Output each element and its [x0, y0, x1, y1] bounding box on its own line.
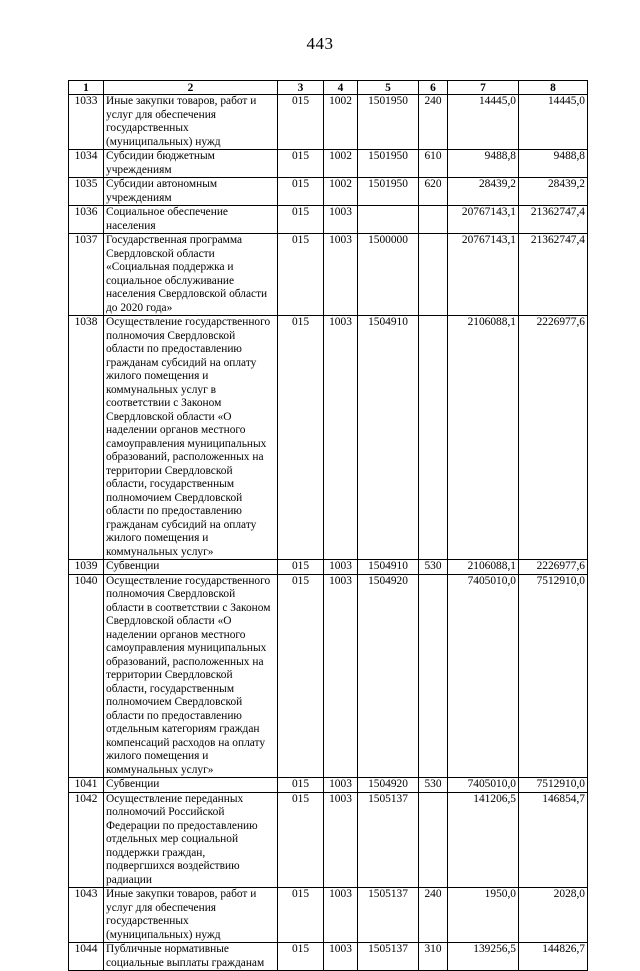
page-number: 443 — [306, 34, 334, 53]
row-amount-year1: 9488,8 — [448, 150, 519, 178]
table-row — [69, 888, 588, 943]
column-header: 1 — [69, 81, 104, 95]
row-section-code: 015 — [278, 792, 324, 888]
row-target-code: 1505137 — [358, 792, 419, 888]
row-number: 1044 — [69, 943, 104, 971]
row-subsection-code: 1003 — [324, 560, 358, 575]
row-target-code: 1500000 — [358, 234, 419, 316]
column-header: 8 — [519, 81, 588, 95]
row-section-code: 015 — [278, 574, 324, 778]
row-number: 1038 — [69, 316, 104, 560]
row-amount-year2: 7512910,0 — [519, 778, 588, 793]
row-amount-year1: 28439,2 — [448, 178, 519, 206]
row-type-code: 310 — [419, 943, 448, 971]
table-row — [69, 95, 588, 150]
budget-table — [68, 80, 588, 971]
row-type-code: 530 — [419, 778, 448, 793]
row-target-code: 1501950 — [358, 150, 419, 178]
row-amount-year2: 28439,2 — [519, 178, 588, 206]
row-amount-year1: 20767143,1 — [448, 234, 519, 316]
row-type-code — [419, 574, 448, 778]
row-section-code: 015 — [278, 150, 324, 178]
row-name: Публичные нормативные социальные выплаты гражданам — [104, 943, 278, 971]
table-row — [69, 150, 588, 178]
table-row — [69, 943, 588, 971]
table-row — [69, 792, 588, 888]
row-subsection-code: 1003 — [324, 792, 358, 888]
row-name: Субсидии бюджетным учреждениям — [104, 150, 278, 178]
row-number: 1034 — [69, 150, 104, 178]
row-name: Субвенции — [104, 560, 278, 575]
row-subsection-code: 1002 — [324, 95, 358, 150]
row-type-code: 620 — [419, 178, 448, 206]
row-target-code — [358, 206, 419, 234]
row-amount-year2: 9488,8 — [519, 150, 588, 178]
row-amount-year2: 146854,7 — [519, 792, 588, 888]
table-row — [69, 560, 588, 575]
row-type-code: 240 — [419, 95, 448, 150]
row-section-code: 015 — [278, 888, 324, 943]
row-name: Осуществление переданных полномочий Российской Федерации по предоставлению отдельных мер социальной поддержки граждан, подвергшихся воздействию радиации — [104, 792, 278, 888]
row-type-code — [419, 792, 448, 888]
row-number: 1042 — [69, 792, 104, 888]
column-header: 3 — [278, 81, 324, 95]
row-subsection-code: 1002 — [324, 178, 358, 206]
row-amount-year2: 21362747,4 — [519, 234, 588, 316]
row-amount-year2: 2226977,6 — [519, 316, 588, 560]
row-number: 1039 — [69, 560, 104, 575]
row-type-code: 610 — [419, 150, 448, 178]
row-amount-year2: 144826,7 — [519, 943, 588, 971]
row-amount-year1: 7405010,0 — [448, 574, 519, 778]
row-amount-year1: 7405010,0 — [448, 778, 519, 793]
row-section-code: 015 — [278, 178, 324, 206]
row-amount-year2: 2226977,6 — [519, 560, 588, 575]
row-name: Осуществление государственного полномочия Свердловской области по предоставлению гражданам субсидий на оплату жилого помещения и коммунальных услуг в соответствии с Законом Свердловской области «О наделении органов местного самоуправления муниципальных образований, расположенных на территории Свердловской области, государственным полномочием Свердловской области по предоставлению гражданам субсидий на оплату жилого помещения и коммунальных услуг» — [104, 316, 278, 560]
row-section-code: 015 — [278, 95, 324, 150]
row-target-code: 1504920 — [358, 778, 419, 793]
column-header: 2 — [104, 81, 278, 95]
row-type-code: 240 — [419, 888, 448, 943]
row-section-code: 015 — [278, 778, 324, 793]
row-number: 1037 — [69, 234, 104, 316]
table-header-row — [69, 81, 588, 95]
row-amount-year1: 14445,0 — [448, 95, 519, 150]
row-amount-year1: 139256,5 — [448, 943, 519, 971]
row-number: 1035 — [69, 178, 104, 206]
row-type-code — [419, 234, 448, 316]
row-section-code: 015 — [278, 943, 324, 971]
row-subsection-code: 1003 — [324, 234, 358, 316]
table-row — [69, 234, 588, 316]
table-row — [69, 316, 588, 560]
table-row — [69, 206, 588, 234]
row-name: Осуществление государственного полномочия Свердловской области в соответствии с Законом Свердловской области «О наделении органов местного самоуправления муниципальных образований, расположенных на территории Свердловской области, государственным полномочием Свердловской области по предоставлению отдельным категориям граждан компенсаций расходов на оплату жилого помещения и коммунальных услуг» — [104, 574, 278, 778]
row-type-code — [419, 316, 448, 560]
row-subsection-code: 1003 — [324, 888, 358, 943]
row-amount-year1: 1950,0 — [448, 888, 519, 943]
row-section-code: 015 — [278, 206, 324, 234]
row-amount-year2: 2028,0 — [519, 888, 588, 943]
row-name: Субвенции — [104, 778, 278, 793]
row-section-code: 015 — [278, 234, 324, 316]
row-number: 1040 — [69, 574, 104, 778]
row-name: Иные закупки товаров, работ и услуг для обеспечения государственных (муниципальных) нужд — [104, 95, 278, 150]
row-target-code: 1504910 — [358, 316, 419, 560]
row-amount-year2: 21362747,4 — [519, 206, 588, 234]
row-name: Иные закупки товаров, работ и услуг для обеспечения государственных (муниципальных) нужд — [104, 888, 278, 943]
row-target-code: 1501950 — [358, 95, 419, 150]
row-name: Субсидии автономным учреждениям — [104, 178, 278, 206]
table-row — [69, 178, 588, 206]
table-row — [69, 574, 588, 778]
row-subsection-code: 1003 — [324, 943, 358, 971]
column-header: 7 — [448, 81, 519, 95]
row-subsection-code: 1002 — [324, 150, 358, 178]
row-subsection-code: 1003 — [324, 206, 358, 234]
column-header: 5 — [358, 81, 419, 95]
row-number: 1033 — [69, 95, 104, 150]
row-amount-year1: 20767143,1 — [448, 206, 519, 234]
row-amount-year2: 7512910,0 — [519, 574, 588, 778]
row-target-code: 1504910 — [358, 560, 419, 575]
row-number: 1041 — [69, 778, 104, 793]
row-amount-year2: 14445,0 — [519, 95, 588, 150]
row-subsection-code: 1003 — [324, 778, 358, 793]
row-amount-year1: 2106088,1 — [448, 316, 519, 560]
row-type-code — [419, 206, 448, 234]
row-number: 1043 — [69, 888, 104, 943]
column-header: 4 — [324, 81, 358, 95]
table-row — [69, 778, 588, 793]
column-header: 6 — [419, 81, 448, 95]
row-target-code: 1505137 — [358, 943, 419, 971]
row-section-code: 015 — [278, 560, 324, 575]
row-section-code: 015 — [278, 316, 324, 560]
row-name: Социальное обеспечение населения — [104, 206, 278, 234]
row-amount-year1: 2106088,1 — [448, 560, 519, 575]
row-name: Государственная программа Свердловской области «Социальная поддержка и социальное обслуживание населения Свердловской области до 2020 года» — [104, 234, 278, 316]
row-amount-year1: 141206,5 — [448, 792, 519, 888]
row-type-code: 530 — [419, 560, 448, 575]
row-target-code: 1501950 — [358, 178, 419, 206]
row-number: 1036 — [69, 206, 104, 234]
row-target-code: 1504920 — [358, 574, 419, 778]
row-target-code: 1505137 — [358, 888, 419, 943]
row-subsection-code: 1003 — [324, 574, 358, 778]
row-subsection-code: 1003 — [324, 316, 358, 560]
